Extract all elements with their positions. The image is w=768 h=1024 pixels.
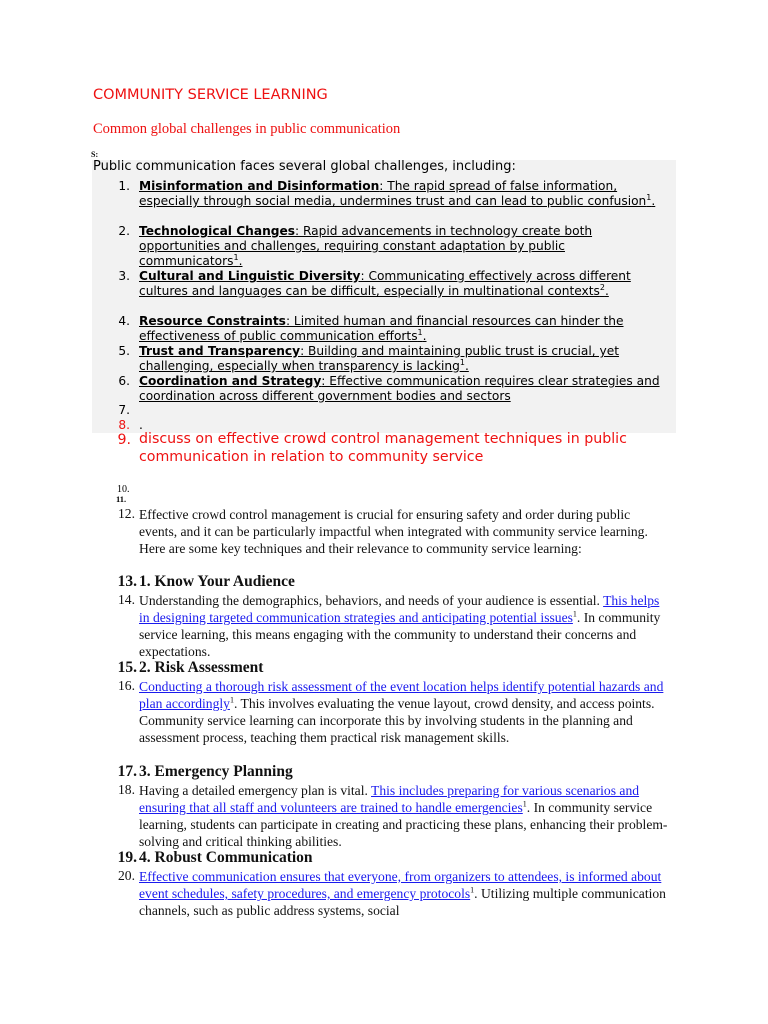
list-number: 5.	[118, 344, 130, 358]
reference-link[interactable]: Effective communication ensures that everyone, from organizers to attendees, is informed about event schedules, safety procedures, and emergency protocols	[139, 869, 662, 901]
footnote-ref: 1	[522, 799, 527, 809]
section-heading: 1. Know Your Audience	[139, 573, 295, 590]
section-paragraph	[139, 592, 669, 660]
paragraph-text: . This involves evaluating the venue layout, crowd density, and access points. Community service learning can incorporate this by involving students in the planning and assessment process, teaching them practical risk management skills.	[139, 696, 655, 745]
challenge-text: : The rapid spread of false information, especially through social media, undermines trust and can lead to public confusion	[139, 179, 647, 208]
section-heading: 2. Risk Assessment	[139, 659, 264, 676]
list-number: 4.	[118, 314, 130, 328]
list-number: 11.	[116, 494, 127, 504]
paragraph-text: Understanding the demographics, behaviors, and needs of your audience is essential.	[139, 593, 604, 608]
footnote-ref: 1	[233, 252, 239, 262]
challenge-label: Misinformation and Disinformation	[139, 179, 380, 193]
section-paragraph	[139, 678, 669, 746]
discussion-prompt: discuss on effective crowd control management techniques in public communication in relation to community service	[139, 431, 627, 465]
paragraph-text: Having a detailed emergency plan is vital.	[139, 783, 372, 798]
list-number: 16.	[118, 678, 135, 693]
list-number: 1.	[118, 179, 130, 193]
paragraph-text: . In community service learning, this means engaging with the community to understand their concerns and expectations.	[139, 610, 661, 659]
footnote-ref: 1	[470, 885, 475, 895]
paragraph-text: . In community service learning, students can participate in creating and practicing these plans, enhancing their problem-solving and critical thinking abilities.	[139, 800, 668, 849]
challenge-item	[139, 269, 659, 299]
reference-link[interactable]: Conducting a thorough risk assessment of the event location helps identify potential hazards and plan accordingly	[139, 679, 664, 711]
reference-link[interactable]: This helps in designing targeted communication strategies and anticipating potential issues	[139, 593, 660, 625]
section-heading: 4. Robust Communication	[139, 849, 313, 866]
challenge-end: .	[604, 284, 609, 298]
list-number: 19.	[117, 849, 137, 866]
challenge-item	[139, 314, 659, 344]
challenges-intro: Public communication faces several global challenges, including:	[93, 159, 516, 174]
challenge-text: : Limited human and financial resources can hinder the effectiveness of public communication efforts	[139, 314, 624, 343]
footnote-ref: 1	[229, 695, 234, 705]
challenge-label: Coordination and Strategy	[139, 374, 322, 388]
challenge-end: .	[464, 359, 469, 373]
document-title: COMMUNITY SERVICE LEARNING	[93, 87, 328, 103]
challenge-item	[139, 224, 653, 269]
crowd-control-intro: Effective crowd control management is crucial for ensuring safety and order during public events, and it can be particularly impactful when integrated with community service learning. Here are some key techniques and their relevance to community service learning:	[139, 507, 648, 556]
document-subtitle: Common global challenges in public communication	[93, 121, 401, 137]
list-number: 13.	[117, 573, 137, 590]
challenge-item	[139, 179, 672, 209]
paragraph-text: . Utilizing multiple communication channels, such as public address systems, social	[139, 886, 666, 918]
list-number: 20.	[118, 868, 135, 883]
list-number: 8.	[118, 418, 130, 432]
list-number: 17.	[117, 763, 137, 780]
challenge-label: Cultural and Linguistic Diversity	[139, 269, 361, 283]
challenge-text: : Building and maintaining public trust is crucial, yet challenging, especially when transparency is lacking	[139, 344, 619, 373]
list-number: 18.	[118, 782, 135, 797]
challenge-item	[139, 374, 664, 404]
footnote-ref: 1	[646, 192, 652, 202]
footnote-ref: 2	[599, 282, 605, 292]
challenge-label: Technological Changes	[139, 224, 295, 238]
challenge-label: Resource Constraints	[139, 314, 286, 328]
footnote-ref: 1	[459, 357, 465, 367]
section-heading: 3. Emergency Planning	[139, 763, 293, 780]
list-number: 6.	[118, 374, 130, 388]
section-paragraph	[139, 868, 669, 919]
challenge-end: .	[651, 194, 656, 208]
list-number: 9.	[117, 432, 131, 448]
s-marker: S:	[91, 150, 99, 159]
challenge-end: .	[238, 254, 243, 268]
challenge-item	[139, 344, 659, 374]
reference-link[interactable]: This includes preparing for various scenarios and ensuring that all staff and volunteers are trained to handle emergencies	[139, 783, 640, 815]
list-number: 15.	[117, 659, 137, 676]
challenge-label: Trust and Transparency	[139, 344, 301, 358]
list-number: 2.	[118, 224, 130, 238]
challenge-text: : Rapid advancements in technology create both opportunities and challenges, requiring constant adaptation by public communicators	[139, 224, 593, 268]
list-number: 3.	[118, 269, 130, 283]
list-number: 10.	[117, 484, 130, 495]
list-number: 12.	[118, 506, 135, 521]
list-number: 7.	[118, 403, 130, 417]
challenge-end: .	[422, 329, 427, 343]
item-8-text: .	[139, 418, 143, 432]
challenge-text: : Effective communication requires clear strategies and coordination across different government bodies and sectors	[139, 374, 660, 403]
section-paragraph	[139, 782, 669, 850]
list-number: 14.	[118, 592, 135, 607]
footnote-ref: 1	[417, 327, 423, 337]
footnote-ref: 1	[572, 609, 577, 619]
challenge-text: : Communicating effectively across different cultures and languages can be difficult, especially in multinational contexts	[139, 269, 631, 298]
